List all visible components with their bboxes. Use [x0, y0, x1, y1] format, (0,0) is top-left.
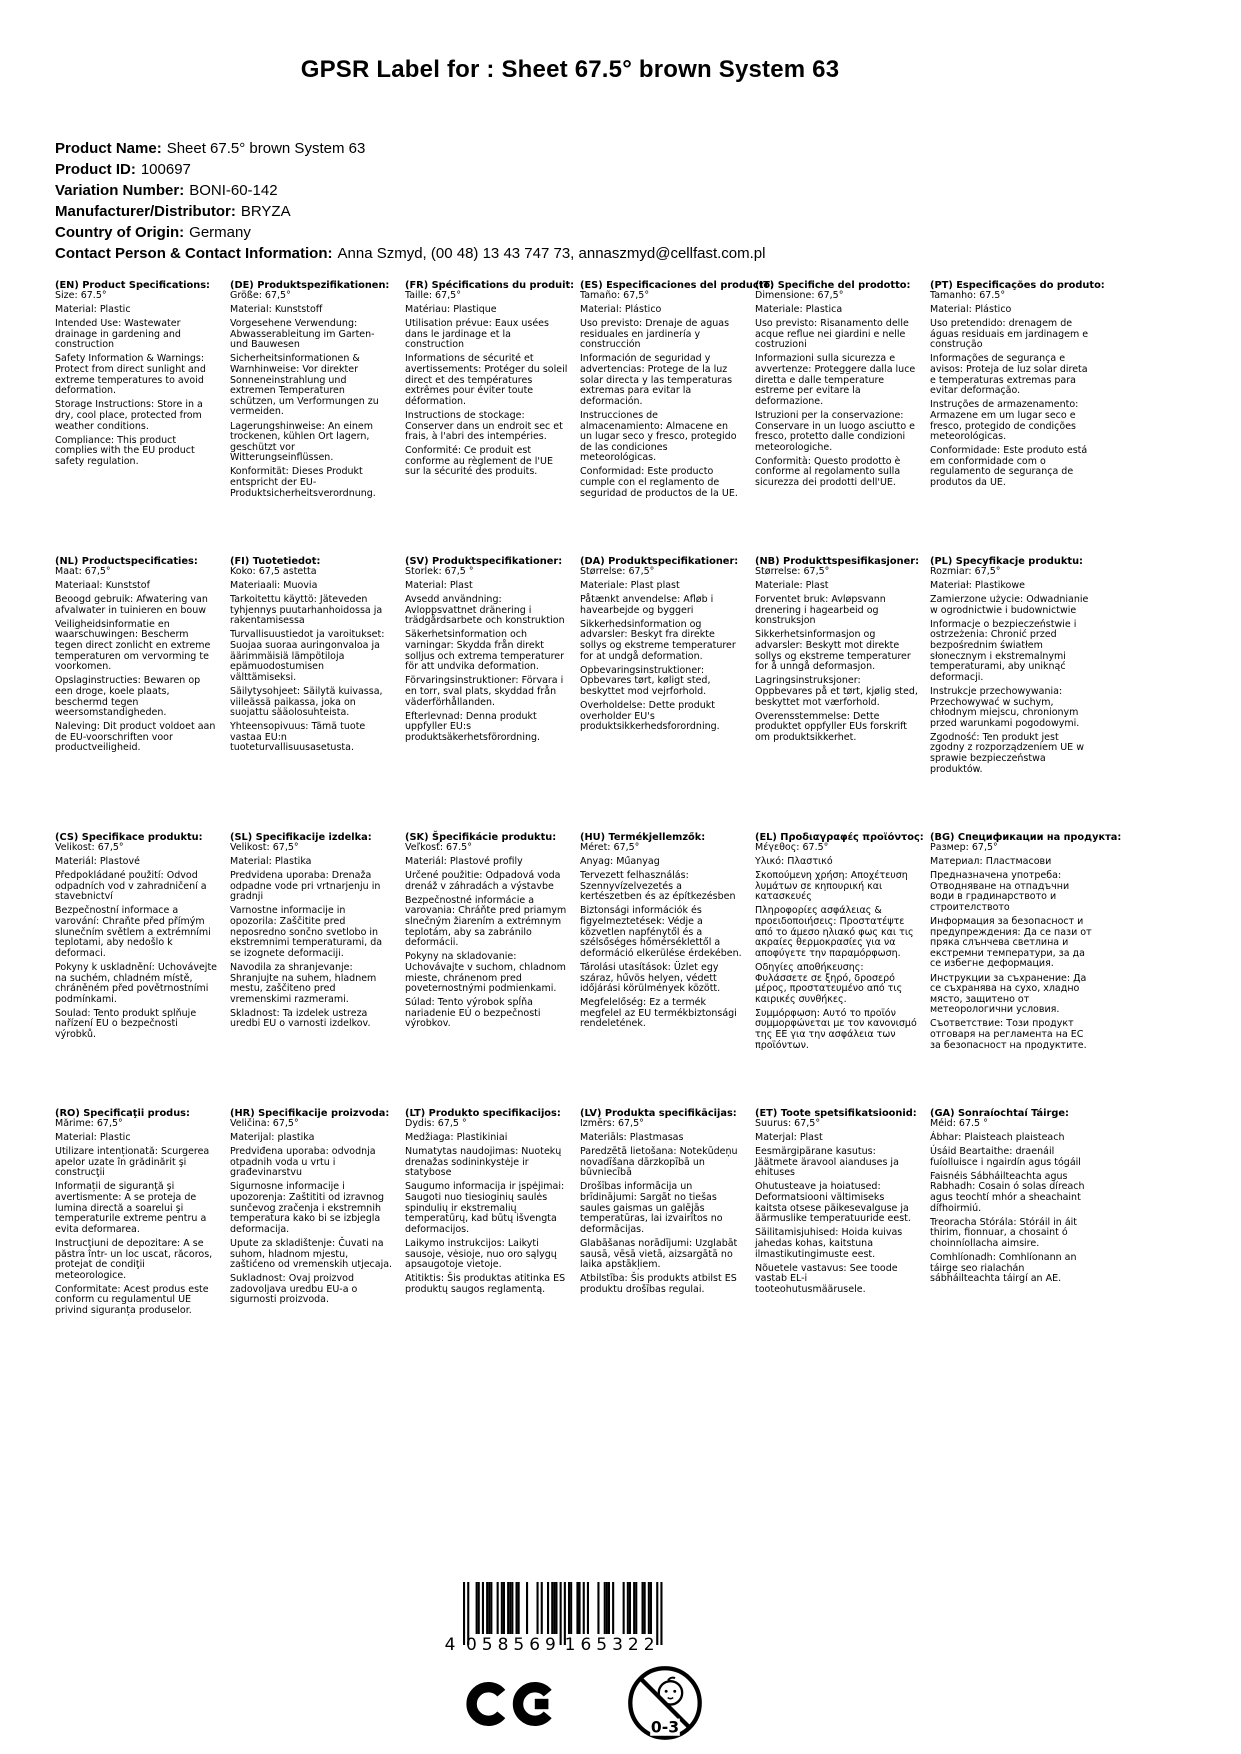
- contact-line: [55, 243, 765, 264]
- spec-paragraph: Istruzioni per la conservazione: Conservare in un luogo asciutto e fresco, protetto dalle condizioni meteorologiche.: [755, 409, 916, 453]
- spec-paragraph: Dimensione: 67,5°: [755, 290, 844, 301]
- spec-paragraph: Izmērs: 67,5°: [580, 1118, 644, 1129]
- country-line: [55, 222, 765, 243]
- spec-paragraph: Informazioni sulla sicurezza e avvertenze: Proteggere dalla luce diretta e dalle temperature estreme per evitare la deformazione.: [755, 353, 916, 407]
- spec-paragraph: Opslaginstructies: Bewaren op een droge, koele plaats, beschermd tegen weersomstandigheden.: [55, 675, 201, 719]
- spec-paragraph: Tamaño: 67,5°: [580, 290, 650, 301]
- spec-paragraph: Tarkoitettu käyttö: Jäteveden tyhjennys puutarhanhoidossa ja rakentamisessa: [230, 594, 383, 627]
- country-value: Germany: [189, 224, 251, 241]
- spec-heading-it: (IT) Specifiche del prodotto:: [755, 280, 911, 291]
- spec-paragraph: Určené použitie: Odpadová voda drenáž v záhradách a výstavbe: [405, 870, 561, 892]
- spec-heading-sv: (SV) Produktspecifikationer:: [405, 556, 563, 567]
- spec-paragraph: Size: 67.5°: [55, 290, 107, 301]
- spec-block-nl: [55, 556, 218, 832]
- spec-paragraph: Materiaal: Kunststof: [55, 580, 150, 592]
- spec-paragraph: Atitiktis: Šis produktas atitinka ES produktų saugos reglamentą.: [405, 1273, 566, 1295]
- spec-paragraph: Материал: Пластмасови: [930, 856, 1052, 868]
- spec-heading-de: (DE) Produktspezifikationen:: [230, 280, 390, 291]
- spec-body-et: [755, 1119, 918, 1295]
- spec-paragraph: Naleving: Dit product voldoet aan de EU-voorschriften voor productveiligheid.: [55, 721, 216, 754]
- spec-paragraph: Velikost: 67,5°: [55, 842, 124, 853]
- spec-heading-bg: (BG) Спецификации на продукта:: [930, 832, 1122, 843]
- svg-text:165322: 165322: [564, 1635, 660, 1652]
- spec-paragraph: Lagerungshinweise: An einem trockenen, kühlen Ort lagern, geschützt vor Witterungseinflüssen.: [230, 420, 374, 464]
- spec-body-sl: [230, 843, 393, 1030]
- spec-heading-ga: (GA) Sonraíochtaí Táirge:: [930, 1108, 1069, 1119]
- spec-paragraph: Nõuetele vastavus: See toode vastab EL-i tooteohutusmäärusele.: [755, 1262, 898, 1295]
- spec-paragraph: Material: Plastika: [230, 856, 312, 868]
- spec-paragraph: Rozmiar: 67,5°: [930, 566, 1001, 577]
- spec-paragraph: Conformidade: Este produto está em conformidade com o regulamento de segurança de produtos da UE.: [930, 445, 1088, 488]
- spec-paragraph: Taille: 67,5°: [405, 290, 461, 301]
- country-label: Country of Origin:: [55, 224, 185, 241]
- spec-heading-hr: (HR) Specifikacije proizvoda:: [230, 1108, 390, 1119]
- spec-paragraph: Συμμόρφωση: Αυτό το προϊόν συμμορφώνεται με τον κανονισμό της ΕΕ για την ασφάλεια των προϊόντων.: [755, 1007, 917, 1051]
- spec-paragraph: Предназначена употреба: Отводняване на отпадъчни води в градинарството и строителството: [930, 870, 1070, 913]
- spec-paragraph: Ohutusteave ja hoiatused: Deformatsiooni vältimiseks kaitsta otsese päikesevalguse ja äärmuslike temperatuuride eest.: [755, 1181, 911, 1225]
- spec-paragraph: Matériau: Plastique: [405, 304, 497, 316]
- spec-paragraph: Instrucţiuni de depozitare: A se păstra într- un loc uscat, răcoros, protejat de condiţii meteorologice.: [55, 1237, 213, 1281]
- spec-body-hu: [580, 843, 743, 1030]
- spec-body-bg: [930, 843, 1093, 1051]
- spec-paragraph: Sigurnosne informacije i upozorenja: Zaštititi od izravnog sunčevog zračenja i ekstremnih temperatura kako bi se izbjegla deformacija.: [230, 1181, 384, 1235]
- spec-body-cs: [55, 843, 218, 1041]
- spec-paragraph: Conformità: Questo prodotto è conforme al regolamento sulla sicurezza dei prodotti dell'UE.: [755, 455, 901, 488]
- spec-paragraph: Materijal: plastika: [230, 1132, 315, 1144]
- spec-paragraph: Informations de sécurité et avertissements: Protéger du soleil direct et des températures extrêmes pour éviter toute déformation.: [405, 353, 568, 407]
- spec-block-ga: [930, 1108, 1093, 1384]
- spec-paragraph: Materiał: Plastikowe: [930, 580, 1025, 592]
- spec-paragraph: Sikkerhedsinformation og advarsler: Beskyt fra direkte sollys og ekstreme temperaturer for at undgå deformation.: [580, 618, 736, 662]
- spec-paragraph: Conformité: Ce produit est conforme au règlement de l'UE sur la sécurité des produits.: [405, 445, 553, 478]
- spec-paragraph: Säkerhetsinformation och varningar: Skydda från direkt solljus och extrema temperaturer för att undvika deformation.: [405, 629, 565, 673]
- spec-paragraph: Pokyny k uskladnění: Uchovávejte na suchém, chladném místě, chráněném před povětrnostními podmínkami.: [55, 961, 218, 1005]
- spec-body-hr: [230, 1119, 393, 1306]
- spec-body-nl: [55, 567, 218, 754]
- spec-paragraph: Uso pretendido: drenagem de águas residuais em jardinagem e construção: [930, 318, 1089, 351]
- spec-paragraph: Velikost: 67,5°: [230, 842, 299, 853]
- spec-paragraph: Safety Information & Warnings: Protect from direct sunlight and extreme temperatures to avoid deformation.: [55, 353, 206, 397]
- product-name-value: Sheet 67.5° brown System 63: [166, 140, 366, 157]
- spec-paragraph: Navodila za shranjevanje: Shranjujte na suhem, hladnem mestu, zaščiteno pred vremenskimi razmerami.: [230, 961, 377, 1005]
- spec-heading-da: (DA) Produktspecifikationer:: [580, 556, 739, 567]
- spec-body-es: [580, 291, 743, 499]
- spec-block-hu: [580, 832, 743, 1108]
- contact-value: Anna Szmyd, (00 48) 13 43 747 73, annaszmyd@cellfast.com.pl: [337, 245, 766, 262]
- spec-paragraph: Μέγεθος: 67.5°: [755, 842, 829, 853]
- spec-heading-el: (EL) Προδιαγραφές προϊόντος:: [755, 832, 924, 843]
- spec-paragraph: Dydis: 67,5 °: [405, 1118, 467, 1129]
- spec-body-pt: [930, 291, 1093, 489]
- spec-paragraph: Säilitamisjuhised: Hoida kuivas jahedas kohas, kaitstuna ilmastikutingimuste eest.: [755, 1227, 903, 1260]
- spec-paragraph: Predviđena uporaba: odvodnja otpadnih voda u vrtu i građevinarstvu: [230, 1146, 376, 1179]
- spec-paragraph: Veľkosť: 67.5°: [405, 842, 472, 853]
- manufacturer-label: Manufacturer/Distributor:: [55, 203, 236, 220]
- spec-body-fr: [405, 291, 568, 478]
- spec-paragraph: Tervezett felhasználás: Szennyvízelvezetés a kertészetben és az építkezésben: [580, 870, 736, 903]
- spec-paragraph: Overensstemmelse: Dette produktet oppfyller EUs forskrift om produktsikkerhet.: [755, 710, 908, 743]
- spec-paragraph: Mărime: 67,5°: [55, 1118, 123, 1129]
- spec-heading-lt: (LT) Produkto specifikacijos:: [405, 1108, 561, 1119]
- spec-paragraph: Faisnéis Sábháilteachta agus Rabhadh: Cosain ó solas díreach agus teochtí mhór a sheachaint dífhoirmiú.: [930, 1170, 1085, 1214]
- spec-paragraph: Laikymo instrukcijos: Laikyti sausoje, vėsioje, nuo oro sąlygų apsaugotoje vietoje.: [405, 1237, 557, 1271]
- spec-heading-nb: (NB) Produkttspesifikasjoner:: [755, 556, 919, 567]
- spec-block-cs: [55, 832, 218, 1108]
- spec-paragraph: Storage Instructions: Store in a dry, cool place, protected from weather conditions.: [55, 399, 203, 432]
- spec-heading-cs: (CS) Specifikace produktu:: [55, 832, 203, 843]
- spec-paragraph: Informacje o bezpieczeństwie i ostrzeżenia: Chronić przed bezpośrednim światłem słonecznym i ekstremalnymi temperaturami, aby uniknąć deformacji.: [930, 618, 1077, 683]
- spec-paragraph: Suurus: 67,5°: [755, 1118, 821, 1129]
- spec-block-sv: [405, 556, 568, 832]
- spec-paragraph: Material: Kunststoff: [230, 304, 323, 316]
- spec-paragraph: Πληροφορίες ασφάλειας & προειδοποιήσεις: Προστατέψτε από το άμεσο ηλιακό φως και τις ακραίες θερμοκρασίες για να αποφύγετε την παραμόρφωση.: [755, 905, 914, 959]
- spec-body-it: [755, 291, 918, 489]
- spec-block-es: [580, 280, 775, 556]
- spec-paragraph: Biztonsági információk és figyelmeztetések: Védje a közvetlen napfénytől és a szélsőséges hőmérséklettől a deformáció elkerülése érdekében.: [580, 905, 742, 959]
- spec-paragraph: Størrelse: 67,5°: [755, 566, 830, 577]
- spec-block-bg: [930, 832, 1122, 1108]
- spec-body-fi: [230, 567, 393, 754]
- spec-paragraph: Sukladnost: Ovaj proizvod zadovoljava uredbu EU-a o sigurnosti proizvoda.: [230, 1273, 358, 1306]
- spec-paragraph: Größe: 67,5°: [230, 290, 291, 301]
- spec-paragraph: Informações de segurança e avisos: Proteja de luz solar direta e temperaturas extremas para evitar deformação.: [930, 353, 1088, 397]
- spec-body-sk: [405, 843, 568, 1030]
- spec-paragraph: Opbevaringsinstruktioner: Opbevares tørt, køligt sted, beskyttet mod vejrforhold.: [580, 664, 711, 697]
- spec-paragraph: Materiāls: Plastmasas: [580, 1132, 684, 1144]
- spec-body-ga: [930, 1119, 1093, 1285]
- spec-block-lt: [405, 1108, 568, 1384]
- spec-paragraph: Materiale: Plastica: [755, 304, 843, 316]
- spec-paragraph: Materjal: Plast: [755, 1132, 823, 1144]
- spec-paragraph: Soulad: Tento produkt splňuje nařízení EU o bezpečnosti výrobků.: [55, 1007, 197, 1040]
- product-name-label: Product Name:: [55, 140, 162, 157]
- spec-paragraph: Intended Use: Wastewater drainage in gardening and construction: [55, 318, 181, 351]
- spec-body-ro: [55, 1119, 218, 1317]
- spec-paragraph: Material: Plast: [405, 580, 473, 592]
- spec-paragraph: Upute za skladištenje: Čuvati na suhom, hladnom mjestu, zaštićeno od vremenskih utjecaja.: [230, 1237, 393, 1271]
- spec-paragraph: Material: Plástico: [580, 304, 662, 316]
- spec-paragraph: Comhlíonadh: Comhlíonann an táirge seo rialachán sábháilteachta táirgí an AE.: [930, 1252, 1077, 1285]
- spec-paragraph: Předpokládané použití: Odvod odpadních vod v zahradničení a stavebnictví: [55, 870, 207, 903]
- spec-paragraph: Conformidad: Este producto cumple con el reglamento de seguridad de productos de la UE.: [580, 466, 738, 499]
- spec-paragraph: Atbilstība: Šis produkts atbilst ES produktu drošības regulai.: [580, 1273, 737, 1295]
- ce-mark-icon: [466, 1680, 562, 1732]
- spec-paragraph: Varnostne informacije in opozorila: Zaščitite pred neposredno sončno svetlobo in ekstremnimi temperaturami, da se izognete deformaciji.: [230, 905, 383, 959]
- spec-paragraph: Zamierzone użycie: Odwadnianie w ogrodnictwie i budownictwie: [930, 594, 1089, 616]
- spec-paragraph: Σκοπούμενη χρήση: Αποχέτευση λυμάτων σε κηπουρική και κατασκευές: [755, 870, 908, 903]
- spec-paragraph: Avsedd användning: Avloppsvattnet dränering i trädgårdsarbete och konstruktion: [405, 594, 565, 627]
- variation-number-value: BONI-60-142: [189, 182, 278, 199]
- spec-body-de: [230, 291, 393, 499]
- spec-body-el: [755, 843, 918, 1051]
- spec-paragraph: Koko: 67,5 astetta: [230, 566, 317, 577]
- spec-block-hr: [230, 1108, 393, 1384]
- product-info: [55, 138, 765, 264]
- spec-paragraph: Materiaali: Muovia: [230, 580, 318, 592]
- manufacturer-value: BRYZA: [240, 203, 291, 220]
- spec-paragraph: Compliance: This product complies with the EU product safety regulation.: [55, 434, 195, 467]
- spec-paragraph: Méid: 67.5 °: [930, 1118, 988, 1129]
- spec-heading-sk: (SK) Špecifikácie produktu:: [405, 832, 557, 843]
- spec-paragraph: Materiál: Plastové: [55, 856, 140, 868]
- spec-paragraph: Materiale: Plast: [755, 580, 829, 592]
- spec-paragraph: Conformitate: Acest produs este conform cu regulamentul UE privind siguranța produselor.: [55, 1283, 209, 1316]
- manufacturer-line: [55, 201, 765, 222]
- spec-paragraph: Инструкции за съхранение: Да се съхранява на сухо, хладно място, защитено от метеорологични условия.: [930, 972, 1087, 1016]
- spec-paragraph: Megfelelőség: Ez a termék megfelel az EU termékbiztonsági rendeletének.: [580, 997, 737, 1030]
- spec-block-nb: [755, 556, 918, 832]
- spec-paragraph: Bezpečnostní informace a varování: Chraňte před přímým slunečním světlem a extrémními teplotami, aby nedošlo k deformaci.: [55, 905, 211, 959]
- spec-body-lt: [405, 1119, 568, 1295]
- spec-heading-fi: (FI) Tuotetiedot:: [230, 556, 321, 567]
- spec-paragraph: Konformität: Dieses Produkt entspricht der EU-Produktsicherheitsverordnung.: [230, 466, 376, 499]
- spec-block-fi: [230, 556, 393, 832]
- spec-paragraph: Forventet bruk: Avløpsvann drenering i hagearbeid og konstruksjon: [755, 594, 886, 627]
- spec-paragraph: Zgodność: Ten produkt jest zgodny z rozporządzeniem UE w sprawie bezpieczeństwa produktów.: [930, 731, 1084, 775]
- contact-label: Contact Person & Contact Information:: [55, 245, 333, 262]
- product-name-line: [55, 138, 765, 159]
- variation-number-line: [55, 180, 765, 201]
- spec-paragraph: Yhteensopivuus: Tämä tuote vastaa EU:n tuoteturvallisuusasetusta.: [230, 721, 366, 754]
- spec-paragraph: Storlek: 67,5 °: [405, 566, 474, 577]
- spec-paragraph: Veličina: 67,5°: [230, 1118, 299, 1129]
- spec-paragraph: Lagringsinstruksjoner: Oppbevares på et tørt, kjølig sted, beskyttet mot værforhold.: [755, 675, 918, 708]
- spec-paragraph: Úsáid Beartaithe: draenáil fuíolluisce i ngairdín agus tógáil: [930, 1146, 1081, 1168]
- spec-body-sv: [405, 567, 568, 743]
- spec-paragraph: Sicherheitsinformationen & Warnhinweise: Vor direkter Sonneneinstrahlung und extremen Temperaturen schützen, um Verformungen zu vermeiden.: [230, 353, 379, 418]
- svg-text:058569: 058569: [465, 1635, 561, 1652]
- spec-paragraph: Paredzētā lietošana: Notekūdeņu novadīšana dārzkopībā un būvniecībā: [580, 1146, 738, 1179]
- spec-paragraph: Anyag: Műanyag: [580, 856, 660, 868]
- spec-paragraph: Maat: 67,5°: [55, 566, 111, 577]
- spec-paragraph: Skladnost: Ta izdelek ustreza uredbi EU o varnosti izdelkov.: [230, 1007, 371, 1030]
- spec-paragraph: Uso previsto: Risanamento delle acque reflue nei giardini e nelle costruzioni: [755, 318, 909, 351]
- spec-paragraph: Съответствие: Този продукт отговаря на регламента на ЕС за безопасност на продуктите.: [930, 1018, 1087, 1051]
- spec-paragraph: Sikkerhetsinformasjon og advarsler: Beskytt mot direkte sollys og ekstreme temperaturer for å unngå deformasjon.: [755, 629, 911, 673]
- spec-paragraph: Materiale: Plast plast: [580, 580, 680, 592]
- spec-heading-pt: (PT) Especificações do produto:: [930, 280, 1105, 291]
- spec-paragraph: Размер: 67,5°: [930, 842, 998, 853]
- spec-paragraph: Méret: 67,5°: [580, 842, 640, 853]
- spec-paragraph: Uso previsto: Drenaje de aguas residuales en jardinería y construcción: [580, 318, 730, 351]
- spec-paragraph: Säilytysohjeet: Säilytä kuivassa, viileässä paikassa, joka on suojattu sääolosuhteista.: [230, 685, 383, 719]
- spec-paragraph: Pokyny na skladovanie: Uchovávajte v suchom, chladnom mieste, chránenom pred poveternostnými podmienkami.: [405, 951, 566, 995]
- spec-block-de: [230, 280, 393, 556]
- spec-paragraph: Informații de siguranţă şi avertismente: A se proteja de lumina directă a soarelui şi temperaturile extreme pentru a evita deformarea.: [55, 1181, 207, 1235]
- spec-paragraph: Glabāšanas norādījumi: Uzglabāt sausā, vēsā vietā, aizsargātā no laika apstākļiem.: [580, 1237, 738, 1271]
- spec-paragraph: Instrucciones de almacenamiento: Almacene en un lugar seco y fresco, protegido de las condiciones meteorológicas.: [580, 409, 737, 464]
- spec-block-el: [755, 832, 924, 1108]
- spec-heading-en: (EN) Product Specifications:: [55, 280, 210, 291]
- age-warning-icon: [626, 1664, 704, 1746]
- svg-text:4: 4: [444, 1635, 456, 1652]
- spec-body-lv: [580, 1119, 743, 1295]
- spec-paragraph: Información de seguridad y advertencias: Protege de la luz solar directa y las temperaturas extremas para evitar la deformación.: [580, 353, 733, 407]
- product-id-line: [55, 159, 765, 180]
- variation-number-label: Variation Number:: [55, 182, 185, 199]
- spec-heading-es: (ES) Especificaciones del producto:: [580, 280, 775, 291]
- spec-paragraph: Instructions de stockage: Conserver dans un endroit sec et frais, à l'abri des intempéries.: [405, 409, 563, 443]
- spec-body-nb: [755, 567, 918, 743]
- spec-block-pl: [930, 556, 1093, 832]
- spec-paragraph: Drošības informācija un brīdinājumi: Sargāt no tiešas saules gaismas un galējās temperatūras, lai izvairītos no deformācijas.: [580, 1181, 723, 1235]
- spec-paragraph: Súlad: Tento výrobok spĺňa nariadenie EÚ o bezpečnosti výrobkov.: [405, 997, 541, 1030]
- spec-block-fr: [405, 280, 575, 556]
- spec-paragraph: Medžiaga: Plastikiniai: [405, 1132, 508, 1144]
- spec-paragraph: Turvallisuustiedot ja varoitukset: Suojaa suoraa auringonvaloa ja äärimmäisiä lämpötiloja epämuodostumisen välttämiseksi.: [230, 629, 385, 683]
- product-id-value: 100697: [140, 161, 191, 178]
- spec-paragraph: Påtænkt anvendelse: Afløb i havearbejde og byggeri: [580, 594, 714, 616]
- spec-paragraph: Numatytas naudojimas: Nuotekų drenažas sodininkystėje ir statybose: [405, 1146, 562, 1179]
- spec-body-en: [55, 291, 218, 467]
- spec-body-pl: [930, 567, 1093, 775]
- spec-paragraph: Υλικό: Πλαστικό: [755, 856, 833, 868]
- page-title: GPSR Label for : Sheet 67.5° brown System 63: [300, 56, 840, 83]
- spec-block-ro: [55, 1108, 218, 1384]
- spec-paragraph: Οδηγίες αποθήκευσης: Φυλάσσετε σε ξηρό, δροσερό μέρος, προστατευμένο από τις καιρικές συνθήκες.: [755, 961, 903, 1005]
- spec-block-sk: [405, 832, 568, 1108]
- spec-paragraph: Material: Plastic: [55, 1132, 131, 1144]
- spec-paragraph: Treoracha Stórála: Stóráil in áit thirim, fionnuar, a chosaint ó choinníollacha aimsire.: [930, 1216, 1078, 1249]
- spec-heading-nl: (NL) Productspecificaties:: [55, 556, 198, 567]
- product-id-label: Product ID:: [55, 161, 136, 178]
- spec-block-sl: [230, 832, 393, 1108]
- spec-paragraph: Material: Plastic: [55, 304, 131, 316]
- spec-paragraph: Predvidena uporaba: Drenaža odpadne vode pri vrtnarjenju in gradnji: [230, 870, 381, 903]
- spec-paragraph: Förvaringsinstruktioner: Förvara i en torr, sval plats, skyddad från väderförhållanden.: [405, 675, 564, 708]
- spec-heading-hu: (HU) Termékjellemzők:: [580, 832, 706, 843]
- spec-block-pt: [930, 280, 1105, 556]
- age-warning-label: 0-3: [650, 1718, 680, 1737]
- spec-heading-pl: (PL) Specyfikacje produktu:: [930, 556, 1083, 567]
- spec-paragraph: Saugumo informacija ir įspėjimai: Saugoti nuo tiesioginių saulės spindulių ir ekstremalių temperatūrų, kad būtų išvengta deformacijos.: [405, 1181, 565, 1235]
- spec-block-da: [580, 556, 743, 832]
- spec-grid: [55, 280, 1122, 1384]
- spec-paragraph: Material: Plástico: [930, 304, 1012, 316]
- spec-paragraph: Tamanho: 67.5°: [930, 290, 1006, 301]
- spec-paragraph: Veiligheidsinformatie en waarschuwingen: Bescherm tegen direct zonlicht en extreme temperaturen om vervorming te voorkomen.: [55, 618, 211, 673]
- spec-paragraph: Instruções de armazenamento: Armazene em um lugar seco e fresco, protegido de condições meteorológicas.: [930, 399, 1079, 443]
- spec-paragraph: Beoogd gebruik: Afwatering van afvalwater in tuinieren en bouw: [55, 594, 208, 616]
- spec-paragraph: Utilizare intenționată: Scurgerea apelor uzate în grădinărit şi construcţii: [55, 1146, 210, 1179]
- spec-block-lv: [580, 1108, 743, 1384]
- spec-paragraph: Ábhar: Plaisteach plaisteach: [930, 1132, 1065, 1144]
- spec-heading-sl: (SL) Specifikacije izdelka:: [230, 832, 372, 843]
- spec-paragraph: Bezpečnostné informácie a varovania: Chráňte pred priamym slnečným žiarením a extrémnym teplotám, aby sa zabránilo deformácii.: [405, 894, 567, 949]
- spec-block-it: [755, 280, 918, 556]
- spec-paragraph: Materiál: Plastové profily: [405, 856, 523, 868]
- spec-block-en: [55, 280, 218, 556]
- spec-heading-lv: (LV) Produkta specifikācijas:: [580, 1108, 737, 1119]
- spec-paragraph: Tárolási utasítások: Üzlet egy száraz, hűvös helyen, védett időjárási körülmények között.: [580, 961, 721, 995]
- spec-block-et: [755, 1108, 918, 1384]
- spec-body-da: [580, 567, 743, 733]
- spec-heading-fr: (FR) Spécifications du produit:: [405, 280, 575, 291]
- spec-paragraph: Størrelse: 67,5°: [580, 566, 655, 577]
- spec-paragraph: Vorgesehene Verwendung: Abwasserableitung im Garten- und Bauwesen: [230, 318, 375, 351]
- ean13-barcode: [437, 1582, 665, 1656]
- spec-paragraph: Eesmärgipärane kasutus: Jäätmete äravool aianduses ja ehituses: [755, 1146, 899, 1179]
- spec-paragraph: Instrukcje przechowywania: Przechowywać w suchym, chłodnym miejscu, chronionym przed warunkami pogodowymi.: [930, 685, 1080, 729]
- spec-paragraph: Utilisation prévue: Eaux usées dans le jardinage et la construction: [405, 318, 549, 351]
- spec-heading-et: (ET) Toote spetsifikatsioonid:: [755, 1108, 917, 1119]
- spec-paragraph: Информация за безопасност и предупреждения: Да се пази от пряка слънчева светлина и екстремни температури, за да се избегне деформация.: [930, 916, 1092, 970]
- spec-heading-ro: (RO) Specificaţii produs:: [55, 1108, 190, 1119]
- spec-paragraph: Efterlevnad: Denna produkt uppfyller EU:s produktsäkerhetsförordning.: [405, 710, 541, 743]
- spec-paragraph: Overholdelse: Dette produkt overholder EU's produktsikkerhedsforordning.: [580, 700, 720, 733]
